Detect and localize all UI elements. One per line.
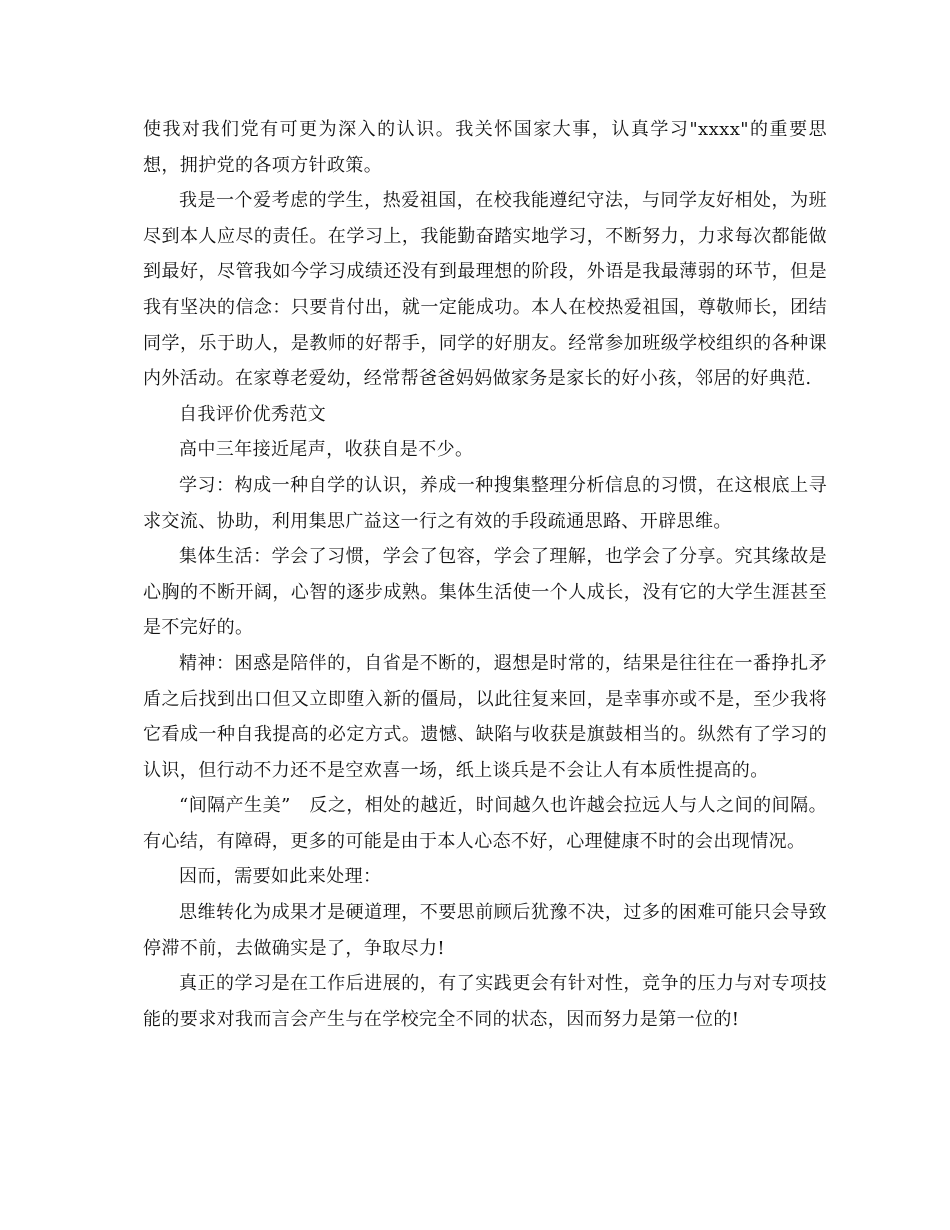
paragraph-collective-life: 集体生活：学会了习惯，学会了包容，学会了理解，也学会了分享。究其缘故是心胸的不断开阔，心智的逐步成熟。集体生活使一个人成长，没有它的大学生涯甚至是不完好的。 [143,546,827,639]
paragraph-spirit: 精神：困惑是陪伴的，自省是不断的，遐想是时常的，结果是往往在一番挣扎矛盾之后找到出口但又立即堕入新的僵局，以此往复来回，是幸事亦或不是，至少我将它看成一种自我提高的必定方式。遗憾、缺陷与收获是旗鼓相当的。纵然有了学习的认识，但行动不力还不是空欢喜一场，纸上谈兵是不会让人有本质性提高的。 [143,652,827,781]
section-heading-self-evaluation: 自我评价优秀范文 [179,403,327,425]
paragraph-real-learning: 真正的学习是在工作后进展的，有了实践更会有针对性，竞争的压力与对专项技能的要求对我而言会产生与在学校完全不同的状态，因而努力是第一位的! [143,973,827,1030]
paragraph-study: 学习：构成一种自学的认识，养成一种搜集整理分析信息的习惯，在这根底上寻求交流、协助，利用集思广益这一行之有效的手段疏通思路、开辟思维。 [143,474,827,532]
paragraph-self-description: 我是一个爱考虑的学生，热爱祖国，在校我能遵纪守法，与同学友好相处，为班尽到本人应尽的责任。在学习上，我能勤奋踏实地学习，不断努力，力求每次都能做到最好，尽管我如今学习成绩还没有到最理想的阶段，外语是我最薄弱的环节，但是我有坚决的信念：只要肯付出，就一定能成功。本人在校热爱祖国，尊敬师长，团结同学，乐于助人，是教师的好帮手，同学的好朋友。经常参加班级学校组织的各种课内外活动。在家尊老爱幼，经常帮爸爸妈妈做家务是家长的好小孩，邻居的好典范. [143,190,827,390]
paragraph-therefore: 因而，需要如此来处理： [179,866,382,888]
document-body [143,112,827,1037]
paragraph-summary: 高中三年接近尾声，收获自是不少。 [179,439,474,461]
paragraph-intro-continuation: 使我对我们党有可更为深入的认识。我关怀国家大事，认真学习"xxxx"的重要思想，拥护党的各项方针政策。 [143,119,827,176]
paragraph-distance: “间隔产生美” 反之，相处的越近，时间越久也许越会拉远人与人之间的间隔。有心结，有障碍，更多的可能是由于本人心态不好，心理健康不时的会出现情况。 [143,795,827,852]
paragraph-thinking: 思维转化为成果才是硬道理，不要思前顾后犹豫不决，过多的困难可能只会导致停滞不前，去做确实是了，争取尽力! [143,902,827,959]
